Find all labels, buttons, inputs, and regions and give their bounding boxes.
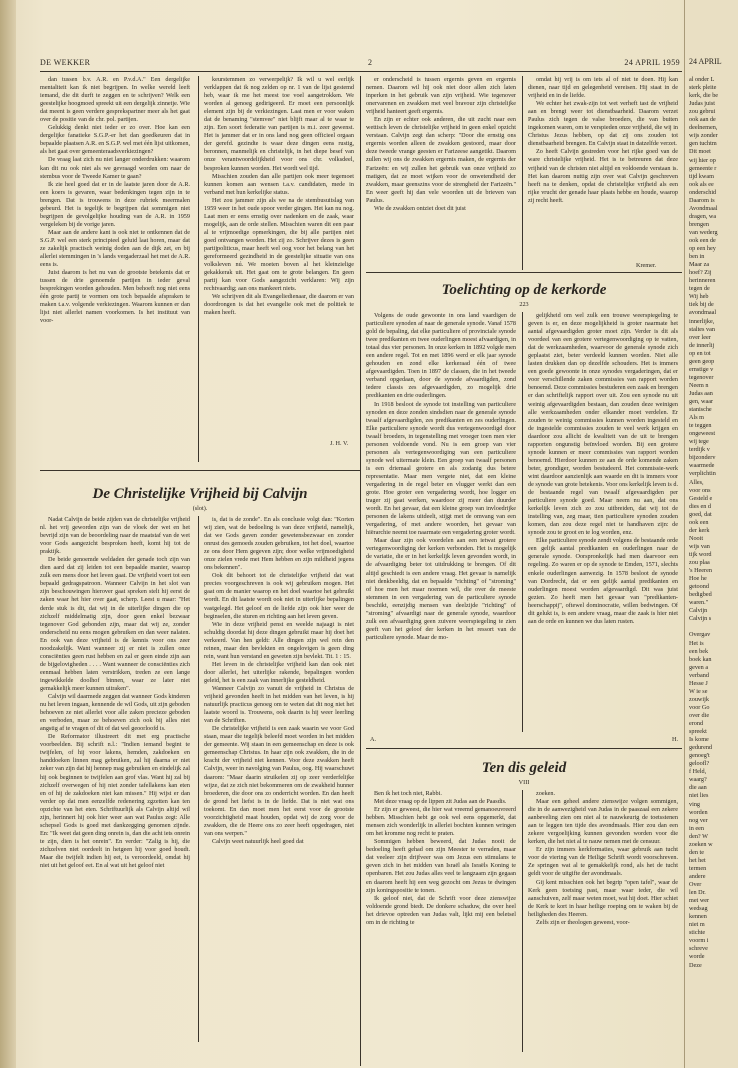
margin-line: Over xyxy=(689,881,702,888)
margin-line: den? W xyxy=(689,832,708,840)
top-column-4 xyxy=(528,76,678,258)
article-subtitle: (slot). xyxy=(192,505,208,512)
margin-line: Hoe he xyxy=(689,575,707,583)
margin-line: Gesteld e xyxy=(689,494,713,502)
margin-line: voor Go xyxy=(689,703,710,711)
paragraph: Ik zie heel goed dat er in de laatste jaren door de A.R. een koers is gevaren, waar bedenkingen tegen zijn in te brengen. Dat is trouwens in deze rubriek meermalen gebeurd. Het is tegelijk te begrijpen dat sommigen niet begrijpen de gevolgelijke houding van de A.R. in 1959 vergeleken bij de vorige jaren. xyxy=(40,180,190,228)
signature-jhv: J. H. V. xyxy=(330,440,349,447)
signature-h: H. xyxy=(672,736,679,743)
paragraph: Maar daar zijn ook voordelen aan een ietwat grotere vertegenwoordiging der kerken verbonden. Het is mogelijk de variatie, die er in het kerkelijk leven gevonden wordt, in de afvaardiging beter tot uitdrukking te brengen. Of dit altijd geschiedt is een andere vraag. Het gevaar is namelijk niet denkbeeldig, dat en bepaalde "richting" of "stroming" of hoe men het maar noemen wil, die over de meeste stemmen in een vergadering van de particuliere synode beschikt, eenzijdig mensen van deelzijde "richting" of "stroming" afvaardigt naar de generale synode, waardoor zulk een afvaardiging geen zuivere weerspiegeling te zien geeft van het geloof der kerken in het ressort van de particuliere synode. Maar de mo- xyxy=(366,537,516,641)
top-column-1 xyxy=(40,76,190,462)
section-rule xyxy=(366,272,682,273)
margin-line: niet m xyxy=(689,921,705,929)
margin-line: over die xyxy=(689,711,710,719)
margin-line: verplichtin xyxy=(689,470,716,478)
paragraph: Zelfs zijn er theologen geweest, voor- xyxy=(536,918,630,926)
margin-line: Is kome xyxy=(689,736,709,744)
margin-line: Het is xyxy=(689,639,704,647)
margin-line: Nooit xyxy=(689,534,704,542)
margin-line: zou plaa xyxy=(689,559,710,566)
margin-line: gedurend xyxy=(689,744,713,752)
margin-line: zou gebrui xyxy=(689,108,716,116)
margin-line: stichte xyxy=(689,929,706,937)
margin-line: een bek xyxy=(689,647,709,655)
paragraph: We schrijven dit als Evangeliedienaar, die daarom er van doordrongen is dat het evangelie ook met de politiek te maken heeft. xyxy=(204,293,354,317)
margin-line: wedsag xyxy=(689,905,708,913)
margin-line: andere xyxy=(689,872,706,880)
top-column-2 xyxy=(204,76,354,436)
margin-line: verband xyxy=(689,671,709,679)
margin-line: al onder L xyxy=(689,76,715,83)
margin-line: worden xyxy=(689,808,708,816)
margin-line: zoeken w xyxy=(689,840,713,848)
column-rule xyxy=(198,516,199,1042)
kerkorde-column-2 xyxy=(528,312,678,722)
margin-line: Alles, xyxy=(689,478,704,486)
margin-line: gemeente r xyxy=(689,164,717,172)
margin-line: Wij heb xyxy=(689,293,709,301)
margin-line: die aan xyxy=(689,784,707,792)
paragraph: Elke particuliere synode zendt volgens de bestaande orde een gelijk aantal predikanten en ouderlingen naar de generale synode. Oorspronkelijk had men daarvoor een regeling. Zo waren er op de synode te Emden, 1571, slechts enkele ouderlingen aanwezig. In 1578 besloot de synode van Dordrecht, dat er een gelijk aantal predikanten en ouderlingen moest worden afgevaardigd. Dit was juist gezien. Zo heeft men het gevaar van "predikanten-heerschappij", oftewel dominocratie, willen bedwingen. Of dit gelukt is, is een andere vraag, maar die zaak is hier niet aan de orde en kunnen we dus laten rusten. xyxy=(528,537,678,625)
section-rule xyxy=(366,748,682,749)
paragraph: Calvijn weet natuurlijk heel goed dat xyxy=(212,837,304,845)
margin-line: gen tuchtm xyxy=(689,140,717,148)
margin-line: op een hey xyxy=(689,245,716,253)
margin-line: Judas aan xyxy=(689,389,713,397)
margin-line: herinneren xyxy=(689,277,716,285)
paragraph: Wie in deze vrijheid penst en weelde najaagt is niet schuldig doordat hij deze dingen gebruikt maar hij doet het verkeerd. Van hen geldt: Alle dingen zijn wel rein den reinen, maar den bevlekten en ongelovigen is geen ding rein, want hun verstand en geweten zijn bevlekt. Tit. 1 : 15. xyxy=(204,620,354,660)
calvijn-column-2 xyxy=(204,516,354,1042)
margin-line: zouwijk xyxy=(689,695,709,703)
margin-line: Judas juist xyxy=(689,100,715,108)
binding-edge xyxy=(0,0,16,1068)
next-page-date: 24 APRIL xyxy=(689,57,722,66)
margin-line: ook een de xyxy=(689,237,716,244)
margin-line: terdijk v xyxy=(689,446,710,454)
article-title-geleid: Ten dis geleid xyxy=(481,760,567,776)
paragraph: er onderscheid is tussen ergernis geven en ergernis nemen. Daarom wil hij ook niet door allen zich laten inperken in het gebruik van zijn vrijheid. Wie tegenover onervarenen en zwakken met veel bravour zijn christelijke vrijheid hanteert geeft ergernis. xyxy=(366,76,516,116)
margin-line: tijk word xyxy=(689,550,712,558)
paragraph: Het leven in de christelijke vrijheid kan dan ook niet door allerlei, het uiterlijke rakende, bepalingen worden geleid, het is een zaak van innerlijke gesteldheid. xyxy=(204,660,354,684)
margin-line: tegen de xyxy=(689,285,710,293)
margin-line: Overgav xyxy=(689,631,711,639)
page-header xyxy=(40,58,680,70)
section-rule xyxy=(40,470,360,471)
margin-line: len Dr. xyxy=(689,889,706,897)
calvijn-column-1 xyxy=(40,516,190,1042)
signature-kremer: Kremer. xyxy=(636,262,657,269)
margin-line: Dit moet xyxy=(689,148,711,156)
paragraph: omdat hij vrij is om iets al of niet te doen. Hij kan dienen, naar tijd en gelegenheid vereisen. Hij staat in de vrijheid en in de liefde. xyxy=(528,76,678,100)
margin-line: Als m xyxy=(689,414,704,422)
margin-line: nog ver xyxy=(689,816,708,824)
geleid-column-2 xyxy=(528,790,678,1052)
paragraph: Maar aan de andere kant is ook niet te ontkennen dat de S.G.P. wel een sterk principieel geluid laat horen, maar dat ze zakelijk practisch weinig doden aan de dijk zet, en bij allerlei stemmingen in 's lands vergaderzaal het met de A.R. eens is. xyxy=(40,228,190,269)
issue-date: 24 APRIL 1959 xyxy=(624,58,680,67)
paragraph: Er zijn er geweest, die hier wat vreemd gemanoeuvreerd hebben. Misschien hebt ge ook wel eens opgemerkt, dat mensen zich wonderlijk in allerlei bochten kunnen wringen om het kromme nog recht te praten. xyxy=(366,806,516,838)
margin-line: sterk pleite xyxy=(689,84,717,92)
margin-line: wijs van xyxy=(689,542,710,550)
paragraph: Misschien zouden dan alle partijen ook meer tegemoet kunnen komen aan wensen t.a.v. candidaten, mede in verband met hun kerkelijke status. xyxy=(204,172,354,196)
paragraph: Nadat Calvijn de beide zijden van de christelijke vrijheid nl. het vrij geworden zijn van de vloek der wet en het bevrijd zijn van de beoordeling naar de maatstaf van de wet voor Gods aangezicht besproken heeft, komt hij tot de praktijk. xyxy=(40,516,190,556)
margin-line: erond xyxy=(689,720,704,727)
paragraph: Calvijn wil daarmede zeggen dat wanneer Gods kinderen nu het leven ingaan, kennende de wil Gods, uit zijn geboden behoeven ze niet allerlei voor alle zaken precieze geboden en verboden, maar ze behoeven zich ook bij alles niet angstig af te vragen of dit of dat wel geoorloofd is. xyxy=(40,693,190,733)
margin-line: ook als ee xyxy=(689,180,714,188)
margin-line: niet lies xyxy=(689,792,709,800)
column-rule xyxy=(198,76,199,462)
paragraph: gelijkheid om wel zulk een trouwe weerspiegeling te geven is er, en deze mogelijkheid is groter naarmate het aantal afgevaardigden groter moet zijn. Verder is dit als voordeel van een grotere vertegenwoordiging op te vatten, dat de werkzaamheden, waarvoor de generale synode zich geplaatst ziet, beter verdeeld kunnen worden. Niet alle lasten drukken dan op dezelfde schouders. Het is immers een goede gewoonte in onze synodes vergaderingen, dat er voor verschillende zaken commissies van rapport worden benoemd. Deze commissies bestuderen een zaak en brengen er dan schriftelijk rapport over uit. Zou een synode nu uit weinig afgevaardigden bestaan, dan zouden deze weinigen alle werkzaamheden onder elkander moet verdelen. Er zouden te weinig commissies kunnen worden ingesteld en de ingestelde commissies zouden te veel werk krijgen en daardoor zou allicht de kwaliteit van de uit te brengen rapporten ongunstig beïnvloed worden. Bij een grotere synode kunnen er meer commissies van rapport worden benoemd. Hierdoor kunnen ze aan de orde komende zaken beter, grondiger, worden bestudeerd. Het commissie-werk wint daardoor aanzienlijk aan waarde en dit is immers voor de synode van grote betekenis. Voor ons kerkelijk leven is d. de bestaande regel van twaalf afgevaardigden per particuliere synode goed. Maar neem nu aan, dat ons kerkelijk leven zich zo zou uitbreiden, dat wij tot de instelling van, zeg maar, tien particuliere synoden zouden komen, dan zou deze regel niet te handhaven zijn: de synode zou te groot en te log worden, enz. xyxy=(528,312,678,537)
column-rule xyxy=(522,790,523,1052)
paragraph: Er zijn immers kerkformaties, waar gebruik aan tucht voor de viering van de Heilige Schrift wordt voorschreven. Ze springen wat al te gemakkelijk rond, als het de tucht geldt voor de uitgifte der avondmaals. xyxy=(528,846,678,878)
margin-line: tegenover xyxy=(689,373,714,381)
margin-line: avondmaal xyxy=(689,309,717,317)
paragraph: De beide genoemde weldaden der genade toch zijn van dien aard dat zij leiden tot een bepaalde manier, waarop zulk een mens door het leven gaat. De vrijheid voert tot een bepaald gedragspatroon. Wanneer Calvijn in het slot van zijn beschouwingen hierover gaat spreken stelt hij eerst de zaken waar het hier over gaat, scherp. Leest u maar: "Het derde stuk is dit, dat wij in de uiterlijke dingen die op zichzelf middelmatig zijn, door geen enkel bezwaar tegenover God gebonden zijn, maar dat wij ze, zonder onderscheid nu eens mogen gebruiken en dan weer nalaten. En ook van deze vrijheid is de kennis voor ons zeer noodzakelijk. Want wanneer zij er niet is zullen onze consciënties geen rust hebben en zal er geen einde zijn aan de bijgelovigheden . . . . Want wanneer de consciënties zich eenmaal hebben laten verstrikken, treden ze een lange ingewikkelde doolhof binnen, waar ze later niet gemakkelijk meer kunnen uitraken". xyxy=(40,556,190,692)
margin-line: kerk, die be xyxy=(689,92,719,100)
paragraph: De christelijke vrijheid is een zaak waarin we voor God staan, maar die tegelijk beleefd moet worden in het midden der gemeente. Wij staan in een gemeenschap en deze is ook gemeenschap Christus. In haar zijn ook zwakken, die in de kracht der vrijheid niet kennen. Voor deze zwakken heeft Calvijn, weer in navolging van Paulus, oog. Hij waarschuwt daarom: "Maar daarin struikelen zij op zeer verderfelijke wijze, dat ze zich niet bekommeren om de zwakheid hunner broederen, die door ons zo onderricht worden. En dan heeft de grond het liefst is in de liefde. Dat is niet wat ons toekomt. En dan moet men het eerst voor de grootste voorzichtigheid maat houden, opdat wij de zorg voor de zwakken, die de Heere ons zo zeer heeft opgedragen, niet van ons werpen." xyxy=(204,725,354,837)
article-title-kerkorde: Toelichting op de kerkorde xyxy=(441,282,607,298)
margin-line: tiek bij de xyxy=(689,301,714,309)
margin-line: der kerk xyxy=(689,526,710,534)
margin-line: het het xyxy=(689,856,706,864)
margin-line: genoeg't xyxy=(689,752,710,760)
margin-line: wijs zonder xyxy=(689,132,718,140)
margin-line: kennen xyxy=(689,913,707,921)
margin-line: de innerlij xyxy=(689,341,715,349)
margin-line: dragen, wa xyxy=(689,212,717,220)
paragraph: is, dat is de zonde". En als conclusie volgt dan: "Korten wij zien, wat de bedoeling is van deze vrijheid, namelijk, dat we Gods gaven zonder gewetensbezwaar en zonder onrust des gemoeds zouden gebruiken, tot het doel, waartoe ze ons door Hem gegeven zijn; door welke vrijmoedigheid onze zielen vrede met Hem hebben en zijn mildheid jegens ons bekennen". xyxy=(204,516,354,572)
kerkorde-column-1 xyxy=(366,312,516,722)
margin-line: bedigbed xyxy=(689,591,712,599)
paragraph: Het zou jammer zijn als we na de stembusuitslag van 1959 weer in het oude spoor verder gingen. Het kan nu nog. Laat men er eens ernstig over nadenken en de zaak, waar mogelijk, aan de orde stellen. Misschien waren dit een paar al te vrijmoedige opmerkingen, die bij alle partijen niet goed ontvangen worden. Het zij zo. Schrijver dezes is geen partijpoliticus, maar heeft wel oog voor het belang van het gereformeerd gezindheid in de geestelijke situatie van ons volksleven nú. We moeten boven al het kleinzielige gekakkerak uit. Het gaat om te grote belangen. En geen partij kan voor Gods aangezicht verklaren: Wij zijn rechtvaardig; aan ons mankeert niets. xyxy=(204,196,354,293)
paragraph: Ben ik het toch niet, Rabbi. xyxy=(374,790,442,797)
margin-line: deelnemen, xyxy=(689,124,718,132)
margin-line: spreekt xyxy=(689,728,707,736)
margin-line: f Held, xyxy=(689,768,707,776)
margin-line: hoef? Zij xyxy=(689,269,712,277)
article-number: VIII xyxy=(518,779,530,786)
margin-line: voor ons xyxy=(689,486,711,494)
margin-line: op en tot xyxy=(689,349,711,357)
margin-line: Deze xyxy=(689,961,702,969)
paragraph: dan tussen b.v. A.R. en P.v.d.A." Een dergelijke mentaliteit kan ik niet begrijpen. In welke wereld leeft iemand, die dit durft te zeggen en te schrijven? Welk een geestelijke hoogmoed spreekt uit een dergelijk zinnetje. Wie dat meent is geen verdere gesprekspartner meer als het gaat over de positie van de chr. pol. partijen. xyxy=(40,76,190,124)
margin-line: innerlijke, xyxy=(689,317,715,325)
margin-line: voorm i xyxy=(689,937,709,945)
margin-line: Neem n xyxy=(689,381,709,389)
margin-line: waren." xyxy=(689,599,709,607)
header-rule xyxy=(40,71,682,72)
margin-line: ernstige v xyxy=(689,365,714,373)
paragraph: Wanneer Calvijn zo vanuit de vrijheid in Christus de vrijheid gevonden heeft in het midden van het leven, is hij natuurlijk practicus genoeg om te weten dat dit nog niet het laatste woord is. Trouwens, ook daarin is hij weer leerling van de Schriften. xyxy=(204,684,354,725)
margin-line: ook een xyxy=(689,518,709,526)
margin-line: Calvijn s xyxy=(689,615,712,623)
paragraph: In 1918 besloot de synode tot instelling van particuliere synoden en deze zonden sindsdien naar de generale synode twaalf afgevaardigden, zes predikanten en zes ouderlingen. Elke particuliere synode wordt dus vertegenwoordigd door twaalf broeders, in tegenstelling met vroeger toen men vier personen voldoende vond. Nu is een groep van vier personen als vertegenwoordiging van een particuliere synode wel uitermate klein. Een groep van twaalf personen is een driemaal grotere en als zodanig dus betere representatie. Maar men vergete niet, dat een kleine vergadering in de regel beter en vlugger werkt dan een grote. Hoe groter een vergadering wordt, hoe logger en trager zij gaat werken, waardoor zij meer dan duurder wordt. En het gevaar, dat een kleine groep van invloedrijke personen de lakens uitdeelt, stijgt met de omvang van een vergadering, of met andere woorden, het gevaar van hiërarchie neemt toe naarmate een vergadering groter wordt. xyxy=(366,400,516,537)
geleid-column-1 xyxy=(366,790,516,1052)
margin-line: ongeweest xyxy=(689,430,716,438)
margin-line: brengen xyxy=(689,220,709,228)
margin-line: te teggen xyxy=(689,422,712,430)
page-number: 2 xyxy=(368,58,373,67)
paragraph: Ook dit behoort tot de christelijke vrijheid dat wat precies voorgeschreven is ook wij gebruiken mogen. Het gaat om de manier waarop en het doel waartoe het gebruikt wordt. En dit laatste wordt ook niet in uiterlijke bepalingen vastgelegd. Het geloof en de liefde zijn ook hier weer de beginselen, die sturen en richting aan het leven geven. xyxy=(204,572,354,620)
margin-line: over leer xyxy=(689,333,711,341)
paragraph: De Reformator illustreert dit met erg practische voorbeelden. Bij schrift n.l.: "Indien iemand begint te twijfelen, of hij voor lakens, hemden, zakdoeken en handdoeken linnen mag gebruiken, zal hij daarna er niet zeker van zijn dat hij hennep mag gebruiken en eindelijk zal hij ook beginnen te twijfelen aan grof vlas. Want hij zal bij zichzelf overwegen of hij niet zonder tafellakens kan eten en of hij de zakdoeken niet kan missen." Hij wijst er dan verder op dat men eenzelfde redenering zgzetten kan ten opzichte van het eten. Schriftuurlijk als Calvijn altijd wil zijn, herinnert hij ook hier weer aan wat Paulus zegt: Alle schepsel Gods is goed met dankzegging genomen zijnde. En: "Ik weet dat geen ding onrein is, dan die acht iets onrein te zijn, dien is het onrein". En verder: "Zalig is hij, die zichzelven niet oordeelt in hetgeen hij voor goed houdt. Maar die twijfelt indien hij eet, is veroordeeld, omdat hij niet uit het geloof eet. En al wat uit het geloof niet xyxy=(40,733,190,870)
signature-a: A. xyxy=(370,736,377,743)
margin-line: schreve xyxy=(689,945,708,953)
margin-line: den te xyxy=(689,848,704,856)
margin-line: ook aan de xyxy=(689,116,716,124)
margin-line: ving xyxy=(689,800,701,808)
margin-line: gen, waar xyxy=(689,398,714,405)
paragraph: Maar een geheel andere zienswijze volgen sommigen, die in de aanwezigheid van Judas in de paaszaal een zekere aanbeveling zien om niet al te nauwkeurig de toetsstenen aan te leggen ten tijde des avondmaals. Hier zou dan een zekere vergoelijking kunnen gevonden worden voor die kerken, die het niet al te nauw nemen met de censuur. xyxy=(528,798,678,846)
margin-line: Hesse J xyxy=(689,679,708,687)
margin-line: Daarom is xyxy=(689,196,715,204)
paragraph: Volgens de oude gewoonte in ons land vaardigen de particuliere synoden af naar de generale synode. Vanaf 1578 gold de bepaling, dat elke particuliere of provinciale synode twee predikanten en twee ouderlingen moest afvaardigen, in totaal dus vier personen. In onze kerken in 1892 volgde men een andere regel. Tot en met 1896 werd er elk jaar synode gehouden en zond elke kerkeraad één of twee afgevaardigden. Toen in 1897 de classen, die in het tweede verband opgedaan, door de synode afvaardigden, zond iedere classis zes afgevaardigden, zo mogelijk drie predikanten en drie ouderlingen. xyxy=(366,312,516,400)
margin-line: stanische xyxy=(689,406,712,414)
margin-line: W ie se xyxy=(689,687,708,695)
paragraph: En zijn er echter ook anderen, die uit zucht naar een wettisch leven de christelijke vrijheid in geen enkel opzicht verstaan. Calvijn zegt dan scherp: "Door die ernstig ons ergernis worden alleen de zwakken gestoord, maar door deze tweede vrange geesten er Farizeese aangetikt. Daarom zullen wij ons de zwakken ergernis maken, de ergernis der Farizeën: en wij zullen het gebruik van onze vrijheid zo matigen, dat ze moet wijken voor de onwetendheid der zwakken, maar geenszins voor de strengheid der Farizeën." En weer geeft hij dan vele woorden uit de brieven van Paulus. xyxy=(366,116,516,204)
margin-line: worde xyxy=(689,953,705,961)
paragraph: keurstemmen zo verwerpelijk? Ik wil u wel eerlijk verklappen dat ik nog zelden op nr. 1 van de lijst gestemd heb, waar ik me het meest toe voel aangetrokken. We worden al genoeg gedirigeerd. Er moet een persoonlijk element zijn bij de verkiezingen. Laat men er voor waken dat de benaming "stemvee" niet blijft maar al te waar te zijn. Een soort federatie van partijen is m.i. zeer gewenst. Het is jammer dat er in ons land nog geen officieel orgaan der gerefd. gezindte is waar deze dingen eens rustig, beronnen, manmelijk en christelijk, in het diepe besef van onze verantwoordelijkheid voor ons chr. volksdeel, besproken kunnen worden. Het wordt wel tijd. xyxy=(204,76,354,172)
paragraph: We echter het zwak-zijn tot wet verheft tast de vrijheid aan en brengt weer tot dienstbaarheid. Daarom verzet Paulus zich tegen de valse broeders, die van buiten ingekomen waren, om te verspieden onze vrijheid, die wij in Christus Jezus hebben, op dat zij ons zouden tot dienstbaarheid brengen. En Calvijn staat in datzelfde verzet. xyxy=(528,100,678,148)
margin-line: met wer xyxy=(689,897,710,905)
next-page-edge xyxy=(684,0,738,1068)
article-number: 223 xyxy=(519,301,529,308)
column-rule xyxy=(522,312,523,732)
top-column-3 xyxy=(366,76,516,258)
margin-line: dies en d xyxy=(689,502,711,510)
paragraph: De vraag laat zich nu niet langer onderdrukken: waarom kan dit nu ook niet als we gevraagd worden om naar de stembus voor de Tweede Kamer te gaan? xyxy=(40,156,190,180)
paragraph: Juist daarom is het nu van de grootste betekenis dat er tussen de drie genoemde partijen in ieder geval besprekingen worden gehouden. Men behoeft nog niet eens één grote partij te vormen om toch bepaalde afspraken te maken t.a.v. volgende verkiezingen. Waarom kunnen er dan lijst niet allerlei namen voorkomen. Is het instituut van voor- xyxy=(40,269,190,325)
margin-line: geven a xyxy=(689,663,709,671)
margin-line: van wederg xyxy=(689,228,718,236)
paragraph: Sommigen hebben beweerd, dat Judas nooit de bedoeling heeft gehad om zijn Meester te verraden, maar dat veeleer zijn drijfveer was om Jezus een stimulans te geven zich in het midden van Israël als Israëls Koning te openbaren. Het zou Judas alles veel te langzaam zijn gegaan en daarom heeft hij een weg gezocht om Jezus te dwingen zijn koningspositie te tonen. xyxy=(366,838,516,894)
margin-line: Avondmaal xyxy=(689,204,718,212)
margin-line: waarmede xyxy=(689,462,715,470)
article-title-calvijn: De Christelijke Vrijheid bij Calvijn xyxy=(92,486,308,502)
paragraph: Gij kent misschien ook het begrip "open tafel", waar de Kerk geen toetsing past, maar waar ieder, die wil aanschuiven, zelf maar weten moet, wat hij doet. Hier schiet de Kerk te kort in haar heilige roeping om te waken bij de heiligheden des Heeren. xyxy=(528,878,678,918)
margin-line: Maar za xyxy=(689,261,710,269)
margin-line: geen geop xyxy=(689,357,715,365)
paragraph: Met deze vraag op de lippen zit Judas aan de Paasdis. xyxy=(374,798,507,806)
margin-line: 's Heeren xyxy=(689,567,712,575)
margin-line: ben in xyxy=(689,253,705,261)
margin-line: wij hier op xyxy=(689,156,716,164)
paragraph: Gelukkig denkt niet ieder er zo over. Hoe kan een dergelijke fanatieke S.G.P.-er het dan goedkeuren dat in bepaalde plaatsen A.R. en S.G.P. wel met één lijst uitkomen, als het gaat over gemeenteraadsverkiezingen? xyxy=(40,124,190,156)
margin-line: goed, dat xyxy=(689,510,712,518)
margin-line: tijd kwam xyxy=(689,172,714,180)
margin-line: staltes van xyxy=(689,325,715,333)
margin-line: getoond xyxy=(689,583,709,591)
margin-line: bijzonderv xyxy=(689,454,716,462)
column-rule xyxy=(360,76,361,1066)
margin-line: Calvijn xyxy=(689,607,708,615)
paragraph: zoeken. xyxy=(536,790,556,797)
column-rule xyxy=(522,76,523,270)
margin-line: boek kan xyxy=(689,655,712,663)
newspaper-title: DE WEKKER xyxy=(40,58,91,67)
paragraph: Wie de zwakken ontziet doet dit juist xyxy=(374,204,466,212)
margin-line: onderschid xyxy=(689,188,717,196)
margin-line: waarg? xyxy=(689,776,707,784)
paragraph: Ik geloof niet, dat de Schrift voor deze zienswijze voldoende grond biedt. De donkere schaduw, die over heel het drievoe optreden van Judas valt, lijkt mij een beletsel om in de richting te xyxy=(366,894,516,926)
margin-line: in een xyxy=(689,824,704,832)
margin-line: termen xyxy=(689,864,707,872)
margin-line: geloofl? xyxy=(689,760,710,768)
paragraph: Zo heeft Calvijn gestreden voor het rijke goed van de ware christelijke vrijheid. Het is te betreuren dat deze vrijheid van de christen niet altijd en voldoende verstaan is. Het kan daarom nuttig zijn over wat Calvijn geschreven heeft na te denken, opdat de christelijke vrijheid als een rijke vrucht der genade haar plaats hebbe en houde, waarop zij recht heeft. xyxy=(528,148,678,204)
margin-line: wij tege xyxy=(689,438,709,446)
